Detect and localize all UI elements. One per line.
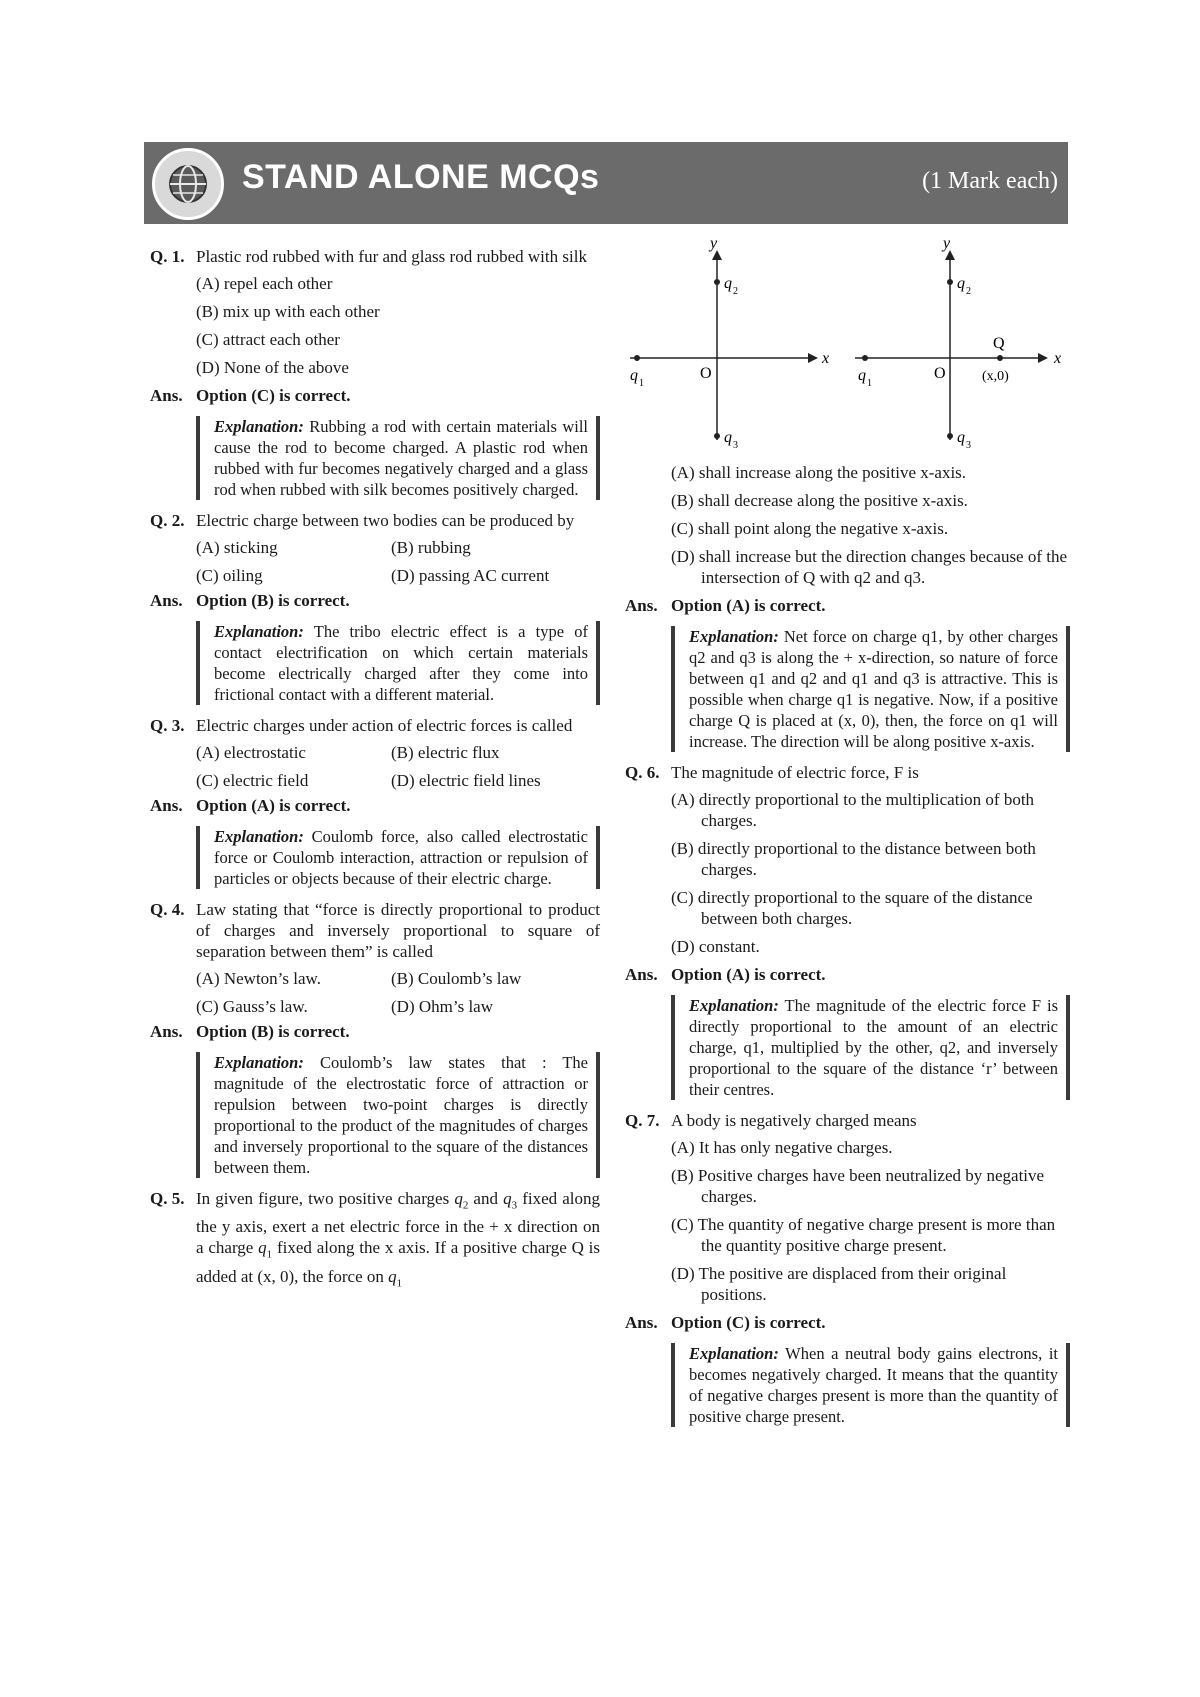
question-number: Q. 5.	[150, 1189, 185, 1208]
option-d: (D) constant.	[671, 937, 760, 956]
section-title: STAND ALONE MCQs	[242, 158, 600, 196]
explanation-1	[196, 416, 600, 500]
answer-label: Ans.	[625, 596, 658, 615]
question-text: Electric charges under action of electric forces is called	[196, 716, 573, 735]
option-c: (C) electric field	[196, 771, 309, 790]
explanation-4	[196, 1052, 600, 1178]
q7-options	[625, 1137, 1070, 1305]
answer-text: Option (B) is correct.	[196, 1022, 350, 1041]
q2-label: q	[724, 275, 732, 292]
origin-label: O	[700, 365, 712, 382]
Q-coordinate-label: (x,0)	[982, 369, 1009, 384]
svg-text:1: 1	[639, 378, 644, 389]
answer-1	[150, 385, 600, 406]
question-7	[625, 1110, 1070, 1131]
question-text-part4: fixed along the x axis. If a positive charge Q is added at (x, 0), the force on	[196, 1238, 601, 1286]
origin-label: O	[934, 365, 946, 382]
answer-text: Option (B) is correct.	[196, 591, 350, 610]
option-c: (C) oiling	[196, 566, 263, 585]
q3-label: q	[957, 429, 965, 446]
explanation-label: Explanation:	[689, 1344, 779, 1363]
q2-options	[150, 537, 600, 586]
option-a: (A) shall increase along the positive x-axis.	[671, 463, 967, 482]
option-d: (D) None of the above	[196, 358, 349, 377]
option-a: (A) It has only negative charges.	[671, 1138, 893, 1157]
svg-text:3: 3	[733, 440, 738, 451]
option-a: (A) directly proportional to the multiplication of both charges.	[671, 790, 1035, 830]
svg-text:1: 1	[867, 378, 872, 389]
option-b: (B) electric flux	[391, 743, 500, 762]
option-c: (C) Gauss’s law.	[196, 997, 308, 1016]
explanation-text: Coulomb’s law states that : The magnitude of the electrostatic force of attraction or repulsion between two-point charges is directly proportional to the product of the magnitudes of charges and inversely proportional to the square of the distances between them.	[214, 1053, 588, 1177]
question-number: Q. 2.	[150, 511, 185, 530]
q2-label: q	[957, 275, 965, 292]
answer-2	[150, 590, 600, 611]
answer-text: Option (A) is correct.	[196, 796, 351, 815]
explanation-7	[671, 1343, 1070, 1427]
q5-options	[625, 462, 1070, 588]
q6-options	[625, 789, 1070, 957]
question-2	[150, 510, 600, 531]
option-d: (D) Ohm’s law	[391, 997, 493, 1016]
diagram-without-Q	[630, 240, 829, 451]
option-d: (D) passing AC current	[391, 566, 550, 585]
answer-text: Option (C) is correct.	[196, 386, 351, 405]
charge-Q-label: Q	[993, 335, 1005, 352]
explanation-text: Net force on charge q1, by other charges q2 and q3 is along the + x-direction, so nature of force between q1 and q2 and q1 and q3 is attractive. This is possible when charge q1 is negative. Now, if a positive charge Q is placed at (x, 0), then, the force on q1 will increase. The direction will be along positive x-axis.	[689, 627, 1059, 751]
option-c: (C) shall point along the negative x-axis.	[671, 519, 949, 538]
right-column	[625, 462, 1070, 1437]
answer-text: Option (A) is correct.	[671, 965, 826, 984]
option-d: (D) electric field lines	[391, 771, 541, 790]
option-a: (A) electrostatic	[196, 743, 306, 762]
q1-label: q	[630, 367, 638, 384]
q3-label: q	[724, 429, 732, 446]
question-number: Q. 7.	[625, 1111, 660, 1130]
answer-4	[150, 1021, 600, 1042]
option-b: (B) Coulomb’s law	[391, 969, 522, 988]
x-axis-label: x	[1054, 350, 1062, 367]
left-column	[150, 246, 600, 1294]
answer-label: Ans.	[625, 1313, 658, 1332]
question-4	[150, 899, 600, 962]
option-b: (B) mix up with each other	[196, 302, 380, 321]
answer-text: Option (C) is correct.	[671, 1313, 826, 1332]
explanation-text: Rubbing a rod with certain materials will cause the rod to become charged. A plastic rod when rubbed with fur becomes negatively charged and a glass rod when rubbed with silk becomes positively charged.	[214, 417, 588, 499]
question-number: Q. 6.	[625, 763, 660, 782]
answer-7	[625, 1312, 1070, 1333]
option-d: (D) shall increase but the direction changes because of the intersection of Q with q2 and q3.	[671, 547, 1068, 587]
y-axis-label: y	[710, 240, 718, 252]
q1-label: q	[858, 367, 866, 384]
explanation-label: Explanation:	[214, 1053, 304, 1072]
diagram-with-Q	[855, 240, 1061, 451]
question-3	[150, 715, 600, 736]
svg-text:2: 2	[966, 286, 971, 297]
question-number: Q. 1.	[150, 247, 185, 266]
option-c: (C) attract each other	[196, 330, 340, 349]
question-text: The magnitude of electric force, F is	[671, 763, 919, 782]
question-6	[625, 762, 1070, 783]
question-text-part3: fixed along the y axis, exert a net electric force in the + x direction on a charge	[196, 1189, 600, 1258]
question-text: Law stating that “force is directly proportional to product of charges and inversely proportional to square of separation between them” is called	[196, 900, 600, 961]
answer-label: Ans.	[625, 965, 658, 984]
question-1	[150, 246, 600, 267]
option-b: (B) directly proportional to the distance between both charges.	[671, 839, 1036, 879]
globe-icon	[152, 148, 224, 220]
explanation-label: Explanation:	[214, 827, 304, 846]
explanation-text: When a neutral body gains electrons, it becomes negatively charged. It means that the quantity of negative charges present is more than the quantity of positive charge present.	[689, 1344, 1058, 1426]
charge-diagram	[620, 240, 1070, 458]
question-text: A body is negatively charged means	[671, 1111, 917, 1130]
answer-6	[625, 964, 1070, 985]
question-number: Q. 3.	[150, 716, 185, 735]
q4-options	[150, 968, 600, 1017]
explanation-label: Explanation:	[689, 627, 779, 646]
option-a: (A) repel each other	[196, 274, 333, 293]
option-d: (D) The positive are displaced from their original positions.	[671, 1264, 1007, 1304]
svg-text:2: 2	[733, 286, 738, 297]
explanation-text: The tribo electric effect is a type of contact electrification on which certain materials become electrically charged after they come into frictional contact with a different material.	[214, 622, 588, 704]
question-text: Electric charge between two bodies can be produced by	[196, 511, 575, 530]
explanation-3	[196, 826, 600, 889]
answer-label: Ans.	[150, 796, 183, 815]
option-b: (B) rubbing	[391, 538, 471, 557]
q3-options	[150, 742, 600, 791]
explanation-2	[196, 621, 600, 705]
option-b: (B) Positive charges have been neutralized by negative charges.	[671, 1166, 1045, 1206]
option-a: (A) sticking	[196, 538, 278, 557]
question-number: Q. 4.	[150, 900, 185, 919]
svg-text:3: 3	[966, 440, 971, 451]
answer-label: Ans.	[150, 386, 183, 405]
y-axis-label: y	[943, 240, 951, 252]
explanation-label: Explanation:	[689, 996, 779, 1015]
marks-label: (1 Mark each)	[922, 168, 1058, 194]
question-text-part1: In given figure, two positive charges	[196, 1189, 455, 1208]
explanation-label: Explanation:	[214, 622, 304, 641]
explanation-6	[671, 995, 1070, 1100]
question-text: Plastic rod rubbed with fur and glass rod rubbed with silk	[196, 247, 587, 266]
explanation-label: Explanation:	[214, 417, 304, 436]
option-b: (B) shall decrease along the positive x-axis.	[671, 491, 968, 510]
question-5: Q. 5. In given figure, two positive charges $q_2$ and $q_3$ fixed along the y axis, exert a net electric force in the + x direction on a charge $q_1$ fixed along the x axis. If a positive charge Q is added at (x, 0), the force on $q_1$	[150, 1189, 601, 1290]
answer-5	[625, 595, 1070, 616]
q1-options	[150, 273, 600, 378]
answer-text: Option (A) is correct.	[671, 596, 826, 615]
option-a: (A) Newton’s law.	[196, 969, 321, 988]
explanation-text: The magnitude of the electric force F is directly proportional to the amount of an electric charge, q1, multiplied by the other, q2, and inversely proportional to the square of the distance ‘r’ between their centres.	[689, 996, 1058, 1099]
explanation-text: Coulomb force, also called electrostatic force or Coulomb interaction, attraction or repulsion of particles or objects because of their electric charge.	[214, 827, 589, 888]
answer-label: Ans.	[150, 591, 183, 610]
section-banner	[144, 142, 1068, 224]
option-c: (C) The quantity of negative charge present is more than the quantity positive charge present.	[671, 1215, 1056, 1255]
answer-3	[150, 795, 600, 816]
answer-label: Ans.	[150, 1022, 183, 1041]
explanation-5	[671, 626, 1070, 752]
option-c: (C) directly proportional to the square of the distance between both charges.	[671, 888, 1033, 928]
x-axis-label: x	[822, 350, 830, 367]
